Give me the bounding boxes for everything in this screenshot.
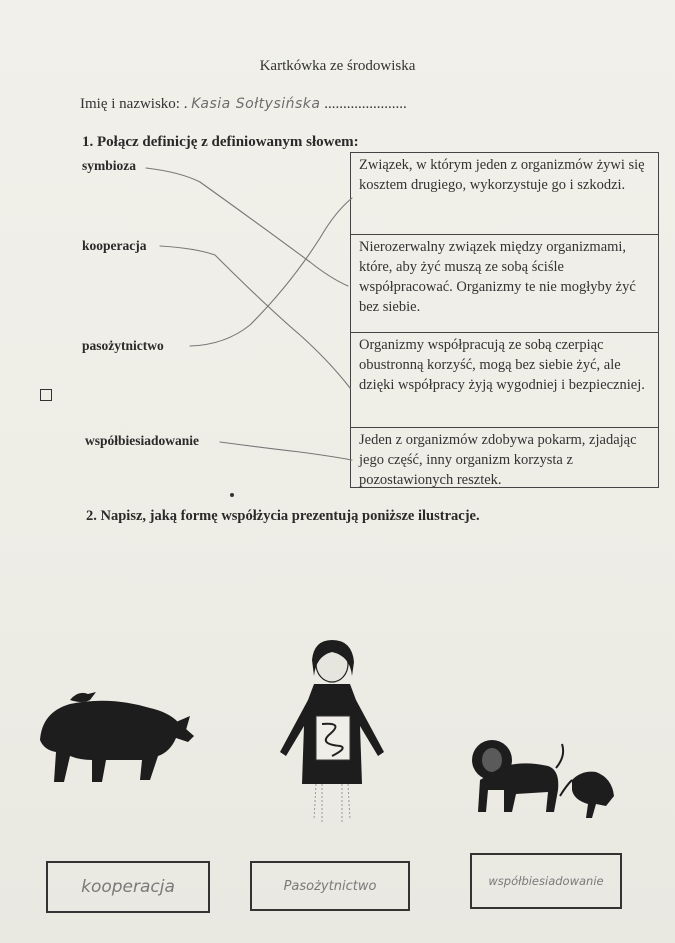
answer-text-1: kooperacja	[81, 877, 175, 897]
definition-cell: Jeden z organizmów zdobywa pokarm, zjadając jego część, inny organizm korzysta z pozostawionych resztek.	[351, 428, 658, 488]
term-wspolbiesiadowanie: współbiesiadowanie	[85, 433, 200, 448]
page-title: Kartkówka ze środowiska	[259, 58, 416, 74]
lion-and-vulture-icon	[472, 740, 614, 818]
definition-cell: Organizmy współpracują ze sobą czerpiąc obustronną korzyść, mogą bez siebie żyć, ale dzięki współpracy żyją wygodniej i bezpieczniej.	[351, 333, 658, 428]
name-label: Imię i nazwisko:	[80, 96, 180, 112]
answer-box-2[interactable]	[250, 861, 410, 911]
term-symbioza: symbioza	[82, 158, 136, 173]
definition-cell: Związek, w którym jeden z organizmów żywi się kosztem drugiego, wykorzystuje go i szkodzi.	[351, 153, 658, 235]
name-dots-after: ......................	[324, 96, 407, 112]
term-pasozytnictwo: pasożytnictwo	[82, 338, 164, 353]
term-kooperacja: kooperacja	[82, 238, 147, 253]
answer-box-3[interactable]	[470, 853, 622, 909]
answer-box-1[interactable]	[46, 861, 210, 913]
rhino-with-bird-icon	[40, 692, 194, 782]
question-1-heading: 1. Połącz definicję z definiowanym słowem:	[82, 134, 359, 150]
definition-cell: Nierozerwalny związek między organizmami, które, aby żyć muszą ze sobą ściśle współpracować. Organizmy te nie mogłyby żyć bez siebie.	[351, 235, 658, 333]
person-with-tapeworm-icon	[280, 640, 384, 822]
answer-text-3: współbiesiadowanie	[488, 874, 604, 888]
name-value-handwritten: Kasia Sołtysińska	[191, 96, 321, 112]
answer-text-2: Pasożytnictwo	[283, 878, 377, 894]
question-2-heading: 2. Napisz, jaką formę współżycia prezentują poniższe ilustracje.	[86, 508, 480, 524]
name-dots-before: .	[183, 96, 188, 112]
